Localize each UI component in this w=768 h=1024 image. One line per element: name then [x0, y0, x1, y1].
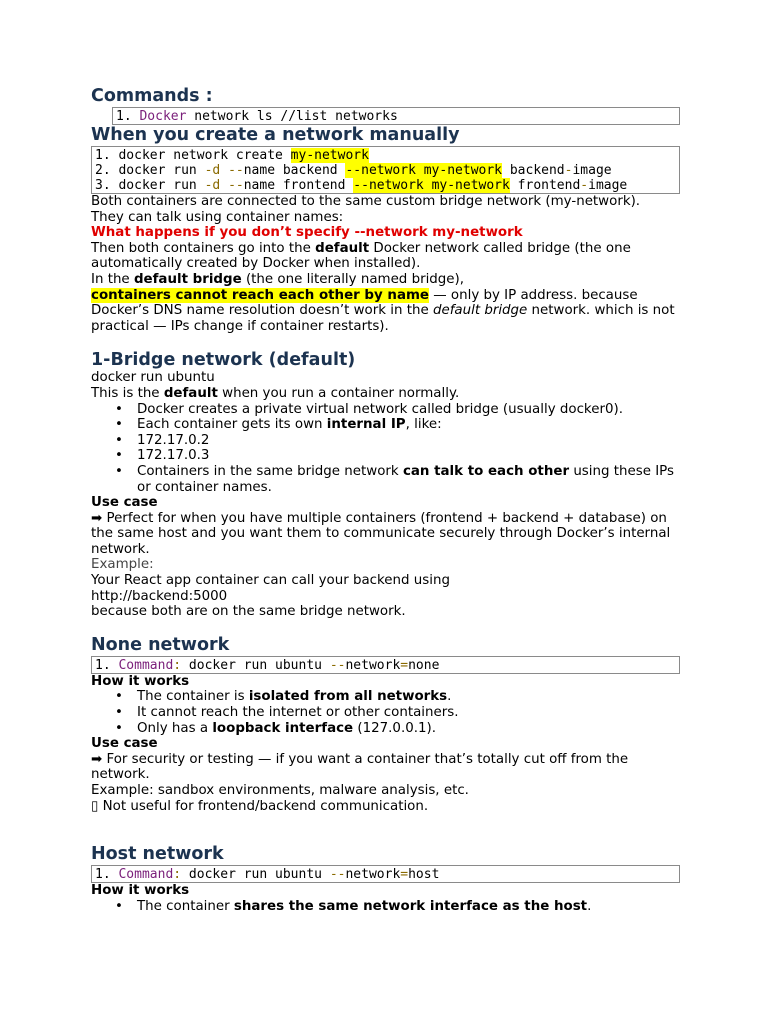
code-block-host-network: 1. Command: docker run ubuntu --network=host	[91, 865, 680, 883]
host-network-heading: Host network	[91, 844, 224, 865]
code-line-1: 1. docker network create my-network	[95, 148, 369, 163]
list-item: • Each container gets its own internal IP, like:	[137, 417, 691, 433]
bridge-use-case-text: ➡ Perfect for when you have multiple containers (frontend + backend + database) on the same host and you want them to communicate securely through Docker’s internal network.	[91, 510, 671, 557]
bridge-intro: This is the default when you run a container normally.	[91, 385, 460, 401]
none-note: ▯ Not useful for frontend/backend communication.	[91, 798, 429, 814]
none-how-label: How it works	[91, 673, 190, 689]
bridge-example-line3: because both are on the same bridge network.	[91, 604, 406, 620]
code-block-list-networks: 1. Docker network ls //list networks	[112, 107, 680, 125]
warning-heading: What happens if you don’t specify --network my-network	[91, 225, 523, 241]
none-bullet-list	[91, 689, 691, 736]
default-bridge-paragraph: Then both containers go into the default Docker network called bridge (the one automatically created by Docker when installed).	[91, 240, 631, 272]
code-block-manual-network	[91, 146, 680, 194]
none-use-case-label: Use case	[91, 736, 158, 752]
list-item: • Only has a loopback interface (127.0.0.1).	[137, 721, 691, 737]
code-line-2: 2. docker run -d --name backend --network my-network backend-image	[95, 163, 612, 178]
host-bullet-list	[91, 899, 691, 915]
code-line-3: 3. docker run -d --name frontend --network my-network frontend-image	[95, 178, 628, 193]
manual-text-line2: They can talk using container names:	[91, 209, 344, 225]
list-item: • The container shares the same network interface as the host.	[137, 899, 691, 915]
manual-network-heading: When you create a network manually	[91, 125, 460, 145]
manual-text-line1: Both containers are connected to the same custom bridge network (my-network).	[91, 194, 641, 209]
list-item: • It cannot reach the internet or other containers.	[137, 705, 691, 721]
list-item: • Containers in the same bridge network can talk to each other using these IPs or container names.	[137, 464, 691, 495]
document-page	[91, 86, 691, 914]
code-block-none-network: 1. Command: docker run ubuntu --network=none	[91, 656, 680, 674]
list-item: • The container is isolated from all networks.	[137, 689, 691, 705]
host-how-label: How it works	[91, 883, 190, 899]
list-item: • Docker creates a private virtual network called bridge (usually docker0).	[137, 402, 691, 418]
list-item: • 172.17.0.3	[137, 448, 691, 464]
default-bridge-line: In the default bridge (the one literally named bridge),	[91, 271, 465, 287]
bridge-example-label: Example:	[91, 557, 154, 573]
commands-heading: Commands :	[91, 86, 213, 106]
bridge-bullet-list	[91, 402, 691, 496]
bridge-use-case-label: Use case	[91, 495, 158, 511]
none-network-heading: None network	[91, 634, 230, 655]
list-item: • 172.17.0.2	[137, 433, 691, 449]
none-example: Example: sandbox environments, malware analysis, etc.	[91, 783, 469, 798]
bridge-heading: 1-Bridge network (default)	[91, 350, 356, 371]
none-use-case-text: ➡ For security or testing — if you want a container that’s totally cut off from the network.	[91, 751, 629, 783]
dns-paragraph: containers cannot reach each other by name — only by IP address. because Docker’s DNS name resolution doesn’t work in the default bridge network. which is not practical — IPs change if container restarts).	[91, 287, 675, 334]
bridge-example-line1: Your React app container can call your backend using	[91, 573, 450, 589]
bridge-example-url: http://backend:5000	[91, 588, 228, 604]
bridge-command: docker run ubuntu	[91, 370, 215, 386]
